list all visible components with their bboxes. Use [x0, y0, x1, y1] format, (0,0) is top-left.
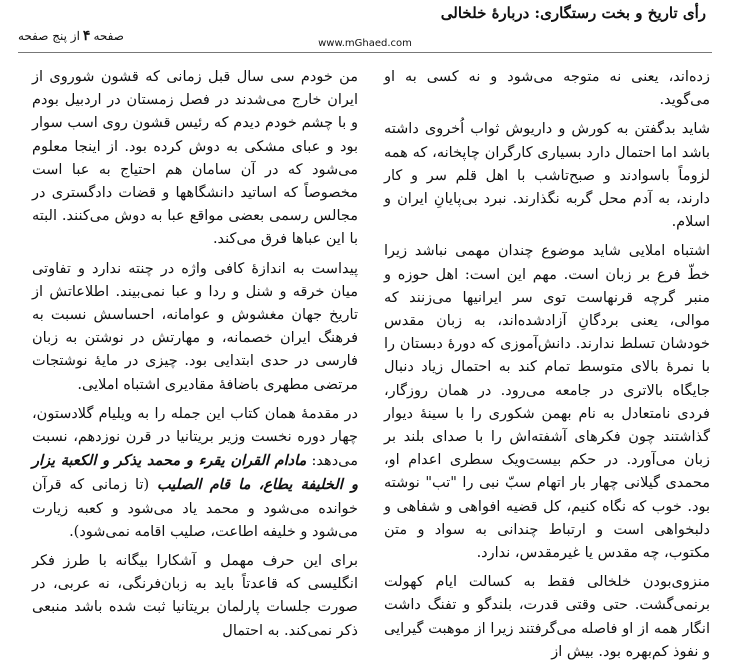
right-column — [384, 66, 710, 670]
paragraph: پیداست به اندازۀ کافی واژه در چنته ندارد و تفاوتی میان خرقه و شنل و ردا و عبا نمی‌بیند. اطلاعاتش از تاریخ جهان مغشوش و عوامانه، احساسش نسبت به فرهنگ ایران خصمانه، و مهارتش در نوشتن به زبان فارسی در حدی ابتدایی بود. چیزی در مایۀ نوشتجات مرتضی مطهری باضافۀ مقادیری اشتباه املایی. — [32, 260, 358, 393]
page-total: از پنج صفحه — [18, 29, 80, 43]
paragraph: زده‌اند، یعنی نه متوجه می‌شود و نه کسی به او می‌گوید. — [384, 69, 710, 109]
paragraph: اشتباه املایی شاید موضوع چندان مهمی نباشد زیرا خطّ فرع بر زبان است. مهم این است: اهل حوزه و منبر گرچه قرنهاست توی سر ایرانیها می‌زنند که موالی، یعنی بردگانِ آزادشده‌اند، به زبان مقدس خودشان تسلط ندارند. دانش‌آموزی که دورۀ دبستان را با نمرۀ بالای متوسط تمام کند به احتمال زیاد دنبال جایگاه بالاتری در جامعه می‌رود. در همان روزگار، فردی نامتعادل به نام بهمن شکوری را با سینۀ دیوار گذاشتند چون فکرهای آشفته‌اش را با صدای بلند بر زبان می‌آورد. در حکم بیست‌ویک سطری اعدام او، محمدی گیلانی چهار بار اتهام سبّ نبی را "تب" نوشته بود. خوب که نگاه کنیم، کل قضیه افواهی و شفاهی و دلبخواهی است و ارتباط چندانی به سواد و متن مکتوب، چه مقدس یا غیرمقدس، ندارد. — [384, 243, 710, 562]
paragraph: شاید بدگفتن به کورش و داریوش ثواب اُخروی داشته باشد اما احتمال دارد بسیاری کارگران چاپخانه، که همه لزوماً باسوادند و صبح‌تاشب با اهل قلم سر و کار دارند، به آدم محل گربه نگذارند. نبرد بی‌پایانِ ایران و اسلام. — [384, 121, 710, 231]
quote-paragraph — [32, 403, 358, 544]
page-header — [18, 0, 712, 54]
paragraph: من خودم سی سال قبل زمانی که قشون شوروی از ایران خارج می‌شدند در فصل زمستان در اردبیل بودم و با چشم خودم دیدم که رئیس قشون روی اسب سوار بود و عبای مشکی به دوش کرده بود. از اینجا معلوم می‌شود که در آن سامان هم احتیاج به عبا است مخصوصاً که اساتید دانشگاهها و قضات دادگستری در مجالس رسمی بعضی مواقع عبا به دوش می‌کنند. البته با این عباها فرق می‌کند. — [32, 69, 358, 248]
quote-translation: (تا زمانی که قرآن خوانده می‌شود و محمد یاد می‌شود و کعبه زیارت می‌شود و خلیفه اطاعت، صلیب اقامه نمی‌شود). — [32, 477, 358, 540]
quote-arabic: مادام القران یقرء و محمد یذکر و الکعبة یزار و الخلیفة یطاع، ما قام الصلیب — [32, 452, 359, 494]
paragraph: منزوی‌بودن خلخالی فقط به کسالت ایام کهولت برنمی‌گشت. حتی وقتی قدرت، بلندگو و تفنگ داشت انگار همه از او فاصله می‌گرفتند زیرا از موهبت گیرایی و نفوذ کم‌بهره بود. بیش از — [384, 574, 710, 660]
page-number: ۴ — [82, 28, 91, 44]
header-divider — [18, 52, 712, 53]
quote-intro: در مقدمۀ همان کتاب این جمله را به ویلیام گلادستون، چهار دوره نخست وزیر بریتانیا در قرن نوزدهم، نسبت می‌دهد: — [32, 405, 358, 470]
page-counter — [18, 28, 124, 44]
page-label: صفحه — [93, 29, 124, 43]
left-column — [32, 66, 358, 649]
site-url: www.mGhaed.com — [318, 38, 412, 49]
page-title: رأی تاریخ و بخت رستگاری: دربارۀ خلخالی — [440, 4, 706, 22]
paragraph: برای این حرف مهمل و آشکارا بیگانه با طرز فکر انگلیسی که قاعدتاً باید به زبان‌فرنگی، نه عربی، در صورت جلسات پارلمان بریتانیا ثبت شده باشد منبعی ذکر نمی‌کند. به احتمال — [32, 553, 358, 639]
